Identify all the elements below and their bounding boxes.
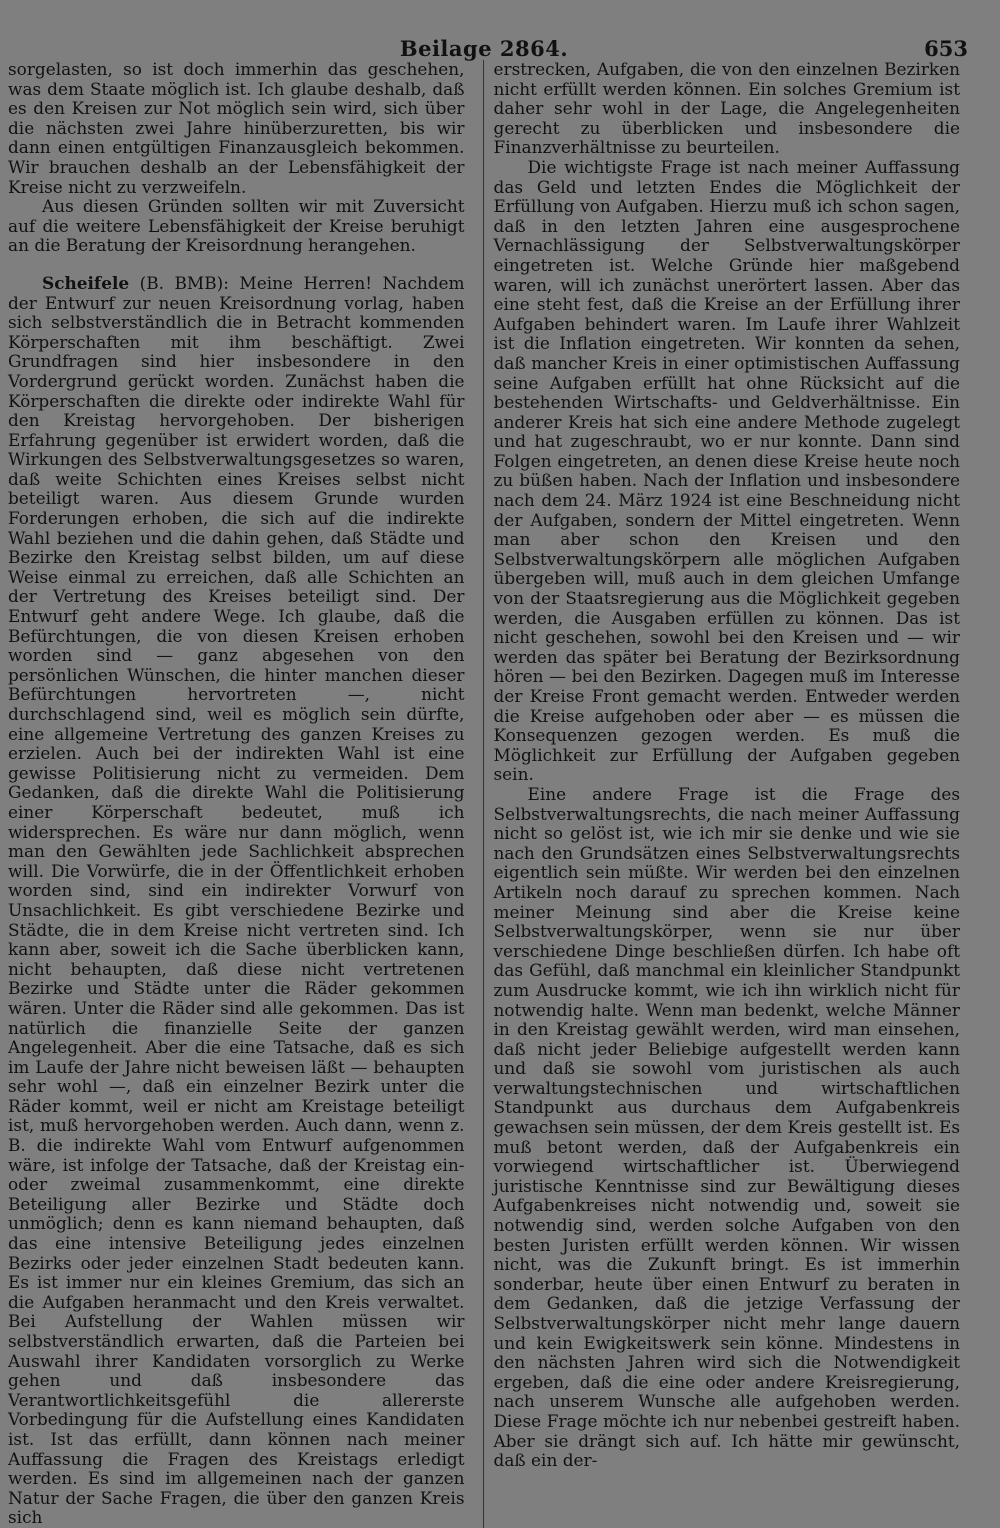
page-number: 653 (924, 36, 968, 61)
paragraph: Aus diesen Gründen sollten wir mit Zuversicht auf die weitere Lebensfähigkeit der Kreise beruhigt an die Beratung der Kreisordnung herangehen. (8, 196, 465, 256)
paragraph: Eine andere Frage ist die Frage des Selbstverwaltungsrechts, die nach meiner Auffassung nicht so gelöst ist, wie ich mir sie denke und wie sie nach den Grundsätzen eines Selbstverwaltungsrechts eigentlich sein müßte. Wir werden bei den einzelnen Artikeln noch darauf zu sprechen kommen. Nach meiner Meinung sind aber die Kreise keine Selbstverwaltungskörper, wenn sie nur über verschiedene Dinge beschließen dürfen. Ich habe oft das Gefühl, daß manchmal ein kleinlicher Standpunkt zum Ausdrucke kommt, wie ich ihn wirklich nicht für notwendig halte. Wenn man bedenkt, welche Männer in den Kreistag gewählt werden, wird man einsehen, daß nicht jeder Beliebige aufgestellt werden kann und daß sie sowohl vom juristischen als auch verwaltungstechnischen und wirtschaftlichen Standpunkt aus durchaus dem Aufgabenkreis gewachsen sein müssen, der dem Kreis gestellt ist. Es muß betont werden, daß der Aufgabenkreis ein vorwiegend wirtschaftlicher ist. Überwiegend juristische Kenntnisse sind zur Bewältigung dieses Aufgabenkreises nicht notwendig und, soweit sie notwendig sind, werden solche Aufgaben von den besten Juristen erfüllt werden können. Wir wissen nicht, was die Zukunft bringt. Es ist immerhin sonderbar, heute über einen Entwurf zu beraten in dem Gedanken, daß die jetzige Verfassung der Selbstverwaltungskörper nicht mehr lange dauern und kein Ewigkeitswerk sein könne. Mindestens in den nächsten Jahren wird sich die Notwendigkeit ergeben, daß die eine oder andere Kreisregierung, nach unserem Wunsche alle aufgehoben werden. Diese Frage möchte ich nur nebenbei gestreift haben. Aber sie drängt sich auf. Ich hätte mir gewünscht, daß ein der- (493, 783, 960, 1471)
paragraph: Die wichtigste Frage ist nach meiner Auffassung das Geld und letzten Endes die Möglichkeit der Erfüllung von Aufgaben. Hierzu muß ich schon sagen, daß in den letzten Jahren eine ausgesprochene Vernachlässigung der Selbstverwaltungskörper eingetreten ist. Welche Gründe hier maßgebend waren, will ich zunächst unerörtert lassen. Aber das eine steht fest, daß die Kreise an der Erfüllung ihrer Aufgaben behindert waren. Im Laufe ihrer Wahlzeit ist die Inflation eingetreten. Wir konnten da sehen, daß mancher Kreis in einer optimistischen Auffassung seine Aufgaben erfüllt hat ohne Rücksicht auf die bestehenden Wirtschafts- und Geldverhältnisse. Ein anderer Kreis hat sich eine andere Methode zugelegt und hat zugeschraubt, wo er nur konnte. Dann sind Folgen eingetreten, an denen diese Kreise heute noch zu büßen haben. Nach der Inflation und insbesondere nach dem 24. März 1924 ist eine Beschneidung nicht der Aufgaben, sondern der Mittel eingetreten. Wenn man aber schon den Kreisen und den Selbstverwaltungskörpern alle möglichen Aufgaben übergeben will, muß auch in dem gleichen Umfange von der Staatsregierung aus die Möglichkeit gegeben werden, die Ausgaben erfüllen zu können. Das ist nicht geschehen, sowohl bei den Kreisen und — wir werden das später bei Beratung der Bezirksordnung hören — bei den Bezirken. Dagegen muß im Interesse der Kreise Front gemacht werden. Entweder werden die Kreise aufgehoben oder aber — es müssen die Konsequenzen gezogen werden. Es muß die Möglichkeit zur Erfüllung der Aufgaben gegeben sein. (493, 156, 960, 785)
page-header (8, 16, 968, 61)
paragraph: erstrecken, Aufgaben, die von den einzelnen Bezirken nicht erfüllt werden können. Ein solches Gremium ist daher sehr wohl in der Lage, die Angelegenheiten gerecht zu überblicken und insbesondere die Finanzverhältnisse zu beurteilen. (493, 59, 960, 158)
speech-text: Meine Herren! Nachdem der Entwurf zur neuen Kreisordnung vorlag, haben sich selbstverständlich die in Betracht kommenden Körperschaften mit ihm beschäftigt. Zwei Grundfragen sind hier insbesondere in den Vordergrund gerückt worden. Zunächst haben die Körperschaften die direkte oder indirekte Wahl für den Kreistag hervorgehoben. Der bisherigen Erfahrung gegenüber ist erwidert worden, daß die Wirkungen des Selbstverwaltungsgesetzes so waren, daß weite Schichten eines Kreises selbst nicht beteiligt waren. Aus diesem Grunde wurden Forderungen erhoben, die sich auf die indirekte Wahl beziehen und die dahin gehen, daß Städte und Bezirke den Kreistag selbst bilden, um auf diese Weise einmal zu erreichen, daß alle Schichten an der Vertretung des Kreises beteiligt sind. Der Entwurf geht andere Wege. Ich glaube, daß die Befürchtungen, die von diesen Kreisen erhoben worden sind — ganz abgesehen von den persönlichen Wünschen, die hinter manchen dieser Befürchtungen hervortreten —, nicht durchschlagend sind, weil es möglich sein dürfte, eine allgemeine Vertretung des ganzen Kreises zu erzielen. Auch bei der indirekten Wahl ist eine gewisse Politisierung nicht zu vermeiden. Dem Gedanken, daß die direkte Wahl die Politisierung einer Körperschaft bedeutet, muß ich widersprechen. Es wäre nur dann möglich, wenn man den Gewählten jede Sachlichkeit absprechen will. Die Vorwürfe, die in der Öffentlichkeit erhoben worden sind, sind ein indirekter Vorwurf von Unsachlichkeit. Es gibt verschiedene Bezirke und Städte, die in dem Kreise nicht vertreten sind. Ich kann aber, soweit ich die Sache überblicken kann, nicht behaupten, daß diese nicht vertretenen Bezirke und Städte unter die Räder gekommen wären. Unter die Räder sind alle gekommen. Das ist natürlich die finanzielle Seite der ganzen Angelegenheit. Aber die eine Tatsache, daß es sich im Laufe der Jahre nicht beweisen läßt — behaupten sehr wohl —, daß ein einzelner Bezirk unter die Räder kommt, weil er nicht am Kreistage beteiligt ist, muß hervorgehoben werden. Auch dann, wenn z. B. die indirekte Wahl vom Entwurf aufgenommen wäre, ist infolge der Tatsache, daß der Kreistag ein- oder zweimal zusammenkommt, eine direkte Beteiligung aller Bezirke und Städte doch unmöglich; denn es kann niemand behaupten, daß das eine intensive Beteiligung jedes einzelnen Bezirks oder jeder einzelnen Stadt bedeuten kann. Es ist immer nur ein kleines Gremium, das sich an die Aufgaben heranmacht und den Kreis verwaltet. Bei Aufstellung der Wahlen müssen wir selbstverständlich erwarten, daß die Parteien bei Auswahl ihrer Kandidaten vorsorglich zu Werke gehen und daß insbesondere das Verantwortlichkeitsgefühl die allererste Vorbedingung für die Aufstellung eines Kandidaten ist. Ist das erfüllt, dann können nach meiner Auffassung die Fragen des Kreistags erledigt werden. Es sind im allgemeinen nach der ganzen Natur der Sache Fragen, die über den ganzen Kreis sich (8, 272, 465, 1528)
header-title: Beilage 2864. (399, 36, 569, 61)
speech-paragraph (8, 274, 465, 1528)
speaker-party: (B. BMB): (139, 272, 229, 293)
speaker-name: Scheifele (42, 272, 130, 293)
column-divider (483, 60, 484, 1528)
paragraph: sorgelasten, so ist doch immerhin das geschehen, was dem Staate möglich ist. Ich glaube deshalb, daß es den Kreisen zur Not möglich sein wird, sich über die nächsten zwei Jahre hinüberzuretten, bis wir dann einen entgültigen Finanzausgleich bekommen. Wir brauchen deshalb an der Lebensfähigkeit der Kreise nicht zu verzweifeln. (8, 59, 465, 197)
right-column (494, 60, 960, 1528)
left-column (8, 60, 465, 1528)
text-columns (8, 60, 960, 1528)
